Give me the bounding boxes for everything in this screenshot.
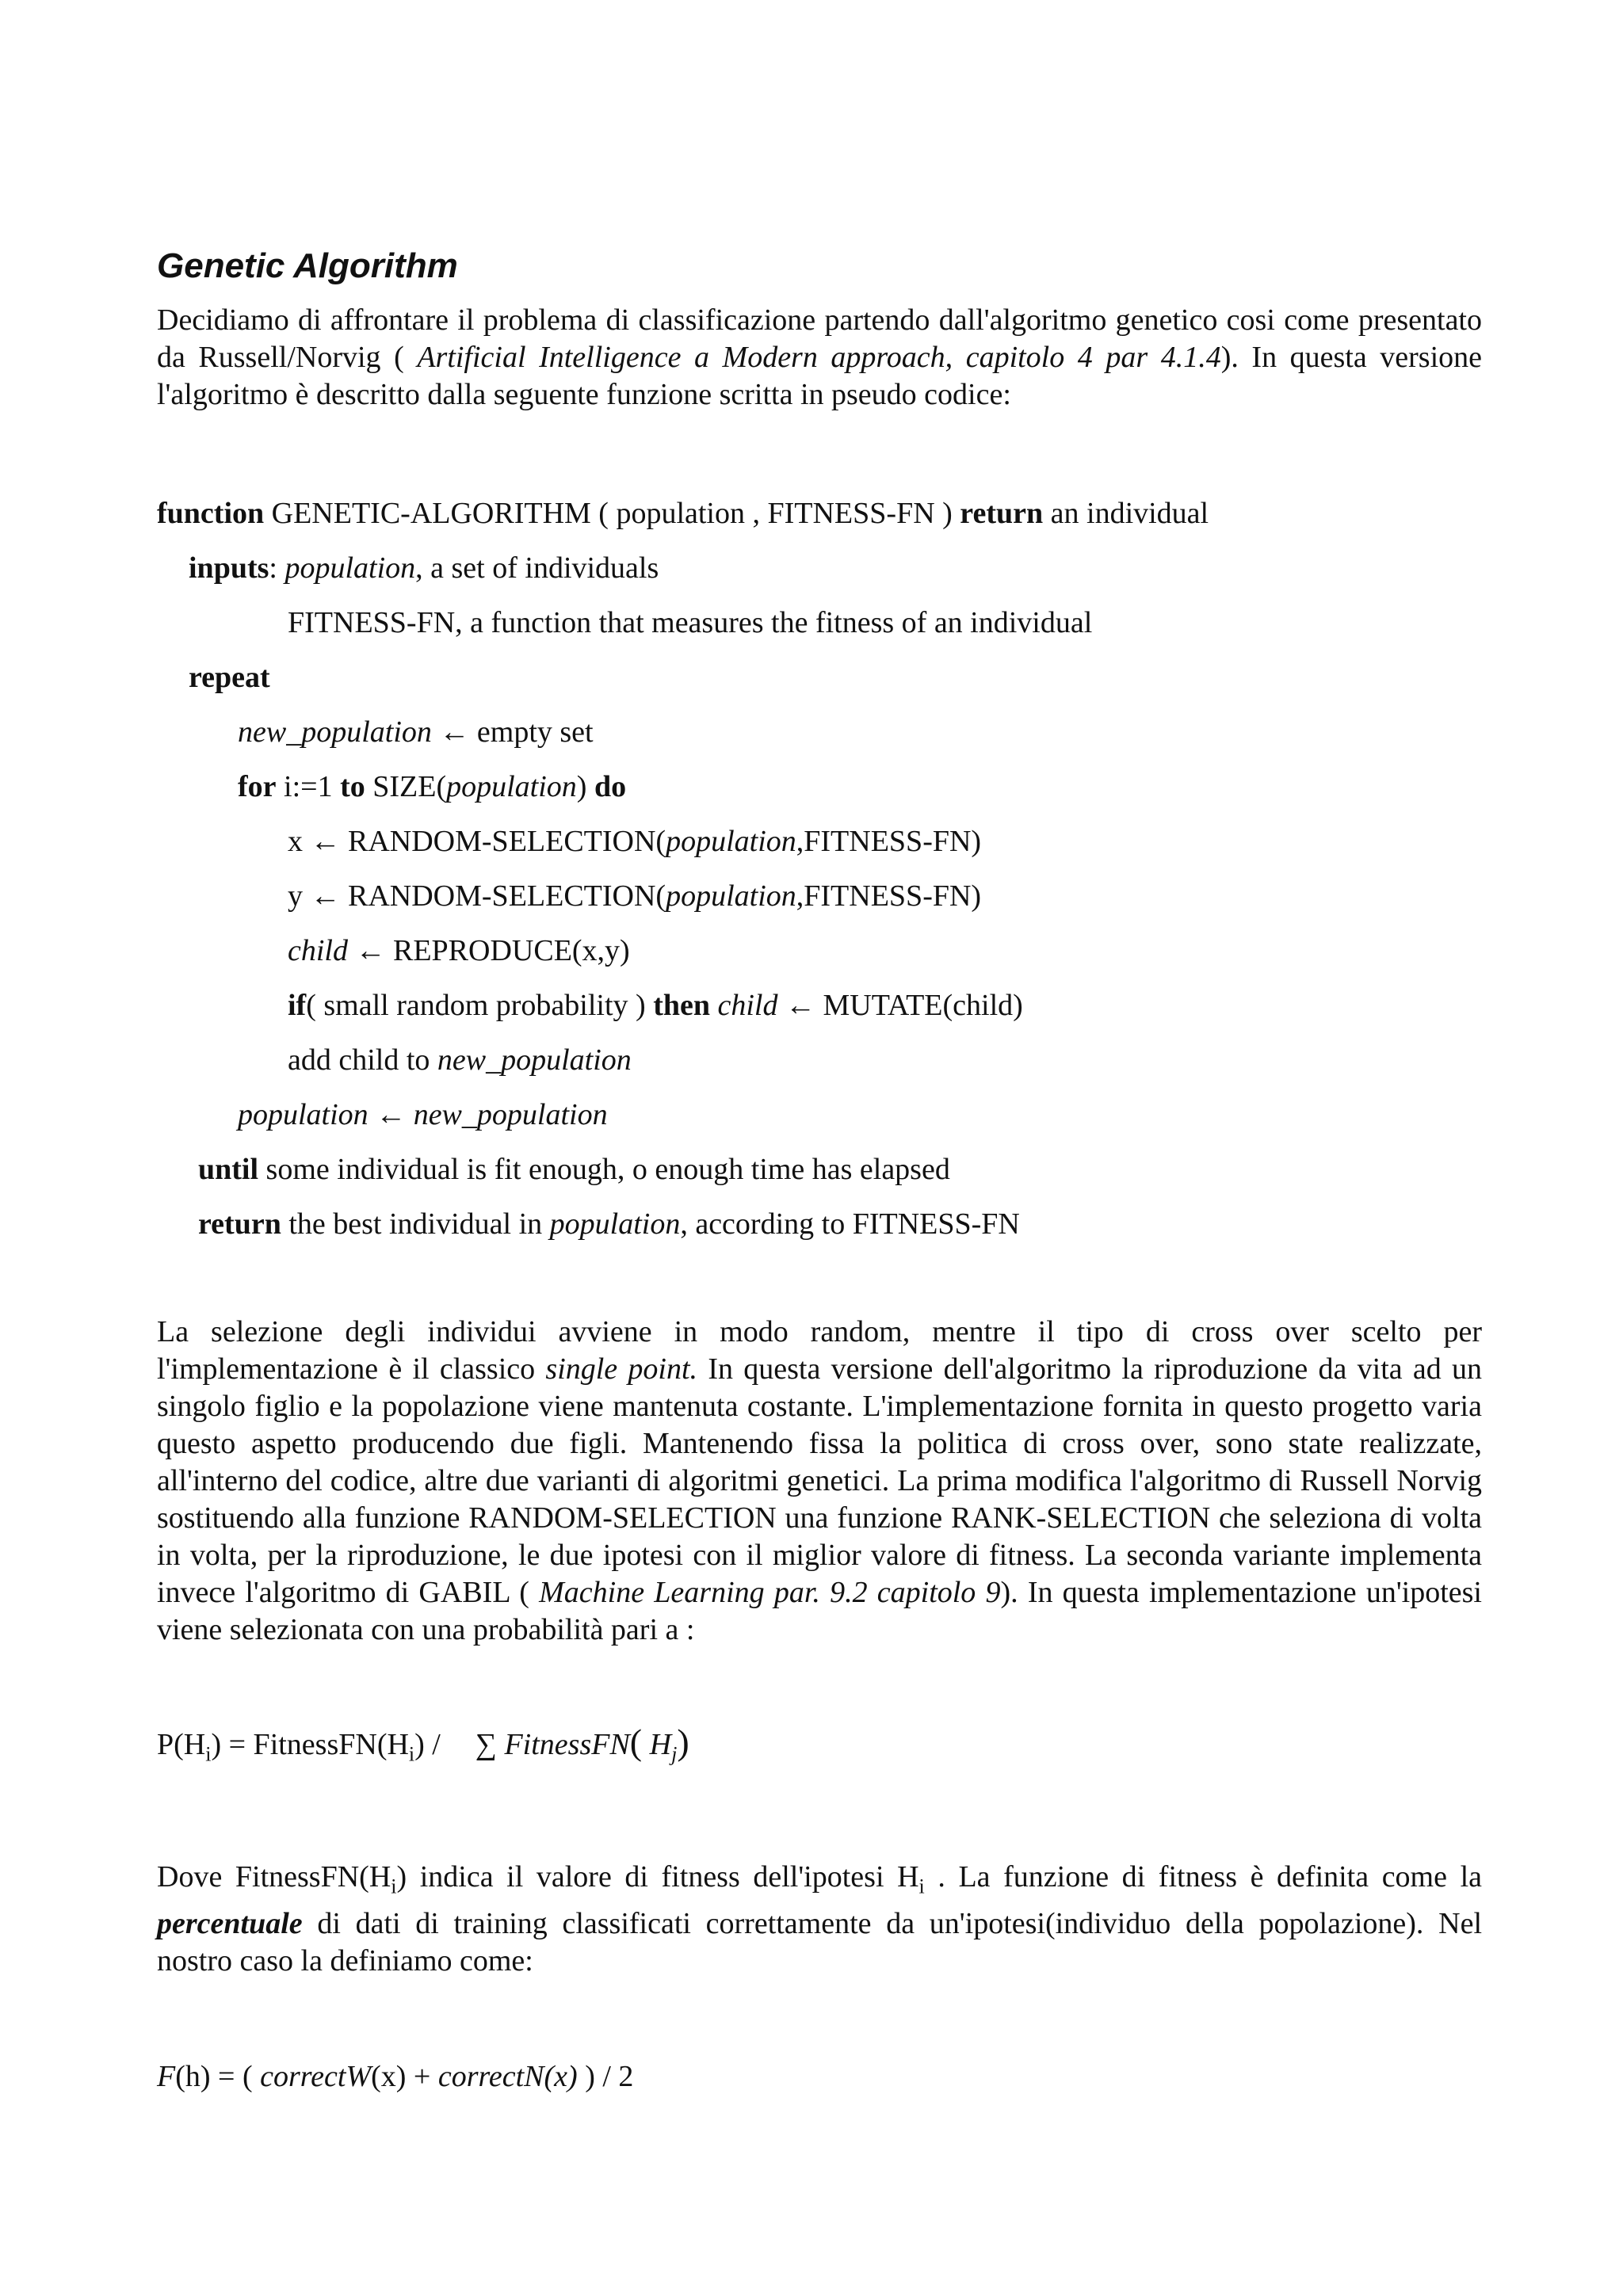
code-text: x ← RANDOM-SELECTION( — [288, 824, 666, 858]
dove-text: . La funzione di fitness è definita come la — [924, 1860, 1482, 1894]
code-text: an individual — [1043, 496, 1209, 530]
formula-subscript: j — [671, 1742, 678, 1766]
code-text: ) — [576, 769, 594, 803]
fitness-definition-paragraph — [157, 1859, 1482, 1980]
code-text: ← MUTATE(child) — [777, 988, 1023, 1022]
keyword: return — [198, 1207, 281, 1241]
pseudocode-line — [157, 486, 1482, 541]
code-text: FITNESS-FN, a function that measures the fitness of an individual — [288, 605, 1093, 639]
formula-text: ) / — [414, 1727, 441, 1761]
selection-text-3: ). In questa implementazione un'ipotesi viene selezionata con una probabilità pari a : — [157, 1575, 1482, 1646]
formula-text: ) = FitnessFN(H — [211, 1727, 409, 1761]
pseudocode-line — [157, 978, 1482, 1033]
selection-italic-1: single point. — [545, 1352, 698, 1386]
page-title: Genetic Algorithm — [157, 246, 458, 285]
pseudocode-line — [157, 1197, 1482, 1252]
code-text: the best individual in — [281, 1207, 550, 1241]
formula-text: P(H — [157, 1727, 206, 1761]
code-italic: new_population — [437, 1043, 632, 1077]
keyword: to — [340, 769, 365, 803]
pseudocode-line — [157, 1142, 1482, 1197]
dove-subscript: i — [918, 1875, 925, 1898]
formula-italic: H — [642, 1727, 672, 1761]
code-italic: population — [666, 879, 796, 913]
code-italic: population — [446, 769, 577, 803]
formula-text: (h) = ( — [175, 2059, 261, 2093]
code-italic: child — [288, 933, 348, 967]
code-text: add child to — [288, 1043, 437, 1077]
keyword: return — [960, 496, 1044, 530]
pseudocode-line — [157, 814, 1482, 869]
keyword: do — [594, 769, 627, 803]
selection-italic-2: Machine Learning par. 9.2 capitolo 9 — [539, 1575, 1001, 1609]
sigma-symbol: ∑ — [475, 1727, 497, 1761]
code-text: ← empty set — [431, 715, 594, 749]
code-italic: new_population — [413, 1097, 608, 1131]
pseudocode-line — [157, 650, 1482, 705]
code-italic: population — [238, 1097, 369, 1131]
keyword: until — [198, 1152, 259, 1186]
document-page — [157, 246, 1482, 2100]
code-italic: population — [666, 824, 796, 858]
keyword: inputs — [189, 551, 269, 585]
formula-text: ) / 2 — [577, 2059, 634, 2093]
code-text: ← — [368, 1097, 414, 1131]
pseudocode-line — [157, 1088, 1482, 1142]
dove-subscript: i — [391, 1875, 397, 1898]
selection-text-1: La selezione degli individui avviene in modo random, mentre il tipo di cross over scelto per l'implementazione è il classico — [157, 1314, 1482, 1386]
code-text: ( small random probability ) — [306, 988, 654, 1022]
formula-italic: correctW — [260, 2059, 372, 2093]
formula-paren: ( — [629, 1721, 643, 1762]
intro-paragraph — [157, 302, 1482, 414]
keyword: function — [157, 496, 265, 530]
dove-text: di dati di training classificati correttamente da un'ipotesi(individuo della popolazione). Nel nostro caso la definiamo come: — [157, 1906, 1482, 1978]
code-text: GENETIC-ALGORITHM ( population , FITNESS-FN ) — [264, 496, 960, 530]
formula-subscript: i — [205, 1742, 212, 1766]
formula-italic: FitnessFN — [496, 1727, 630, 1761]
selection-paragraph — [157, 1314, 1482, 1649]
keyword: repeat — [189, 660, 270, 694]
code-text: ,FITNESS-FN) — [796, 879, 982, 913]
pseudocode-line — [157, 541, 1482, 596]
formula-subscript: i — [408, 1742, 415, 1766]
formula-italic: F — [157, 2059, 176, 2093]
code-text: , according to FITNESS-FN — [680, 1207, 1020, 1241]
keyword: if — [288, 988, 307, 1022]
intro-text-1: Decidiamo di affrontare il problema di classificazione partendo dall'algoritmo genetico cosi come presentato da Russell/Norvig ( — [157, 303, 1482, 374]
keyword: then — [653, 988, 710, 1022]
code-text: SIZE( — [365, 769, 447, 803]
intro-text-2: ). In questa versione l'algoritmo è descritto dalla seguente funzione scritta in pseudo codice: — [157, 340, 1482, 411]
probability-formula — [157, 1718, 1482, 1779]
formula-text: (x) + — [371, 2059, 438, 2093]
code-text: ← REPRODUCE(x,y) — [347, 933, 630, 967]
code-text: , a set of individuals — [415, 551, 659, 585]
pseudocode-line — [157, 705, 1482, 760]
code-italic: new_population — [238, 715, 432, 749]
pseudocode-line — [157, 869, 1482, 924]
pseudocode-block — [157, 486, 1482, 1252]
pseudocode-line — [157, 596, 1482, 650]
intro-reference: Artificial Intelligence a Modern approach, capitolo 4 par 4.1.4 — [417, 340, 1221, 374]
dove-text: ) indica il valore di fitness dell'ipotesi H — [396, 1860, 919, 1894]
fitness-formula — [157, 2053, 1482, 2100]
code-text: some individual is fit enough, o enough time has elapsed — [258, 1152, 950, 1186]
pseudocode-line — [157, 924, 1482, 978]
formula-italic: correctN(x) — [437, 2059, 578, 2093]
code-italic: population — [285, 551, 416, 585]
selection-text-2: In questa versione dell'algoritmo la riproduzione da vita ad un singolo figlio e la popolazione viene mantenuta costante. L'implementazione fornita in questo progetto varia questo aspetto producendo due figli. Mantenendo fissa la politica di cross over, sono state realizzate, all'interno del codice, altre due varianti di algoritmi genetici. La prima modifica l'algoritmo di Russell Norvig sostituendo alla funzione RANDOM-SELECTION una funzione RANK-SELECTION che seleziona di volta in volta, per la riproduzione, le due ipotesi con il miglior valore di fitness. La seconda variante implementa invece l'algoritmo di GABIL ( — [157, 1352, 1483, 1609]
keyword: for — [238, 769, 277, 803]
dove-emphasis: percentuale — [157, 1906, 303, 1940]
dove-text: Dove FitnessFN(H — [157, 1860, 391, 1894]
formula-paren: ) — [677, 1721, 689, 1762]
code-text: : — [269, 551, 285, 585]
code-text: y ← RANDOM-SELECTION( — [288, 879, 666, 913]
code-text: ,FITNESS-FN) — [796, 824, 982, 858]
code-text: i:=1 — [276, 769, 341, 803]
code-italic: population — [549, 1207, 681, 1241]
code-italic: child — [717, 988, 778, 1022]
pseudocode-line — [157, 760, 1482, 814]
pseudocode-line — [157, 1033, 1482, 1088]
